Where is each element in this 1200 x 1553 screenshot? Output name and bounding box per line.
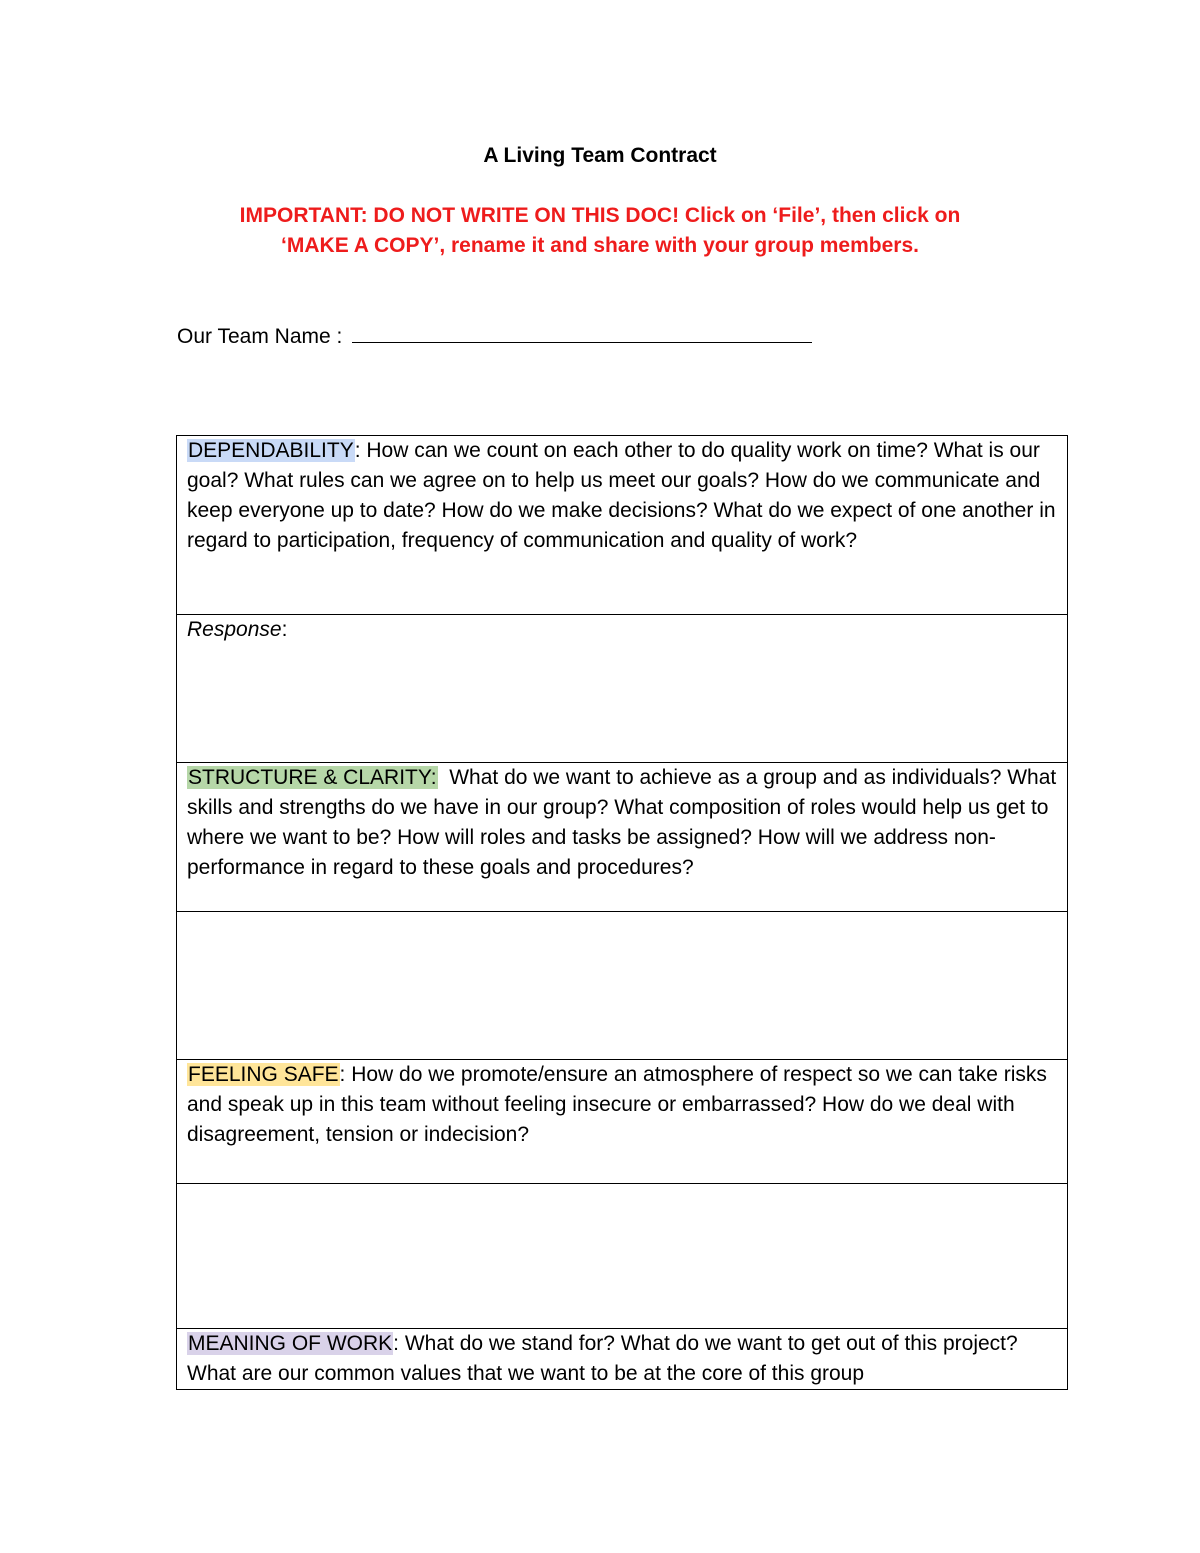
feeling-safe-prompt-cell bbox=[177, 1060, 1068, 1184]
feeling-safe-response-row bbox=[177, 1184, 1068, 1329]
copy-warning-line-2: ‘MAKE A COPY’, rename it and share with your group members. bbox=[281, 234, 919, 257]
team-name-row bbox=[177, 320, 812, 351]
meaning-of-work-question: : What do we stand for? What do we want to get out of this project? What are our common values that we want to be at the core of this group bbox=[187, 1332, 1018, 1385]
meaning-of-work-prompt-cell bbox=[177, 1329, 1068, 1390]
feeling-safe-prompt-row bbox=[177, 1060, 1068, 1184]
team-name-blank-line[interactable] bbox=[352, 320, 812, 343]
dependability-question: : How can we count on each other to do quality work on time? What is our goal? What rules can we agree on to help us meet our goals? How do we communicate and keep everyone up to date? How do we make decisions? What do we expect of one another in regard to participation, frequency of communication and quality of work? bbox=[187, 439, 1056, 552]
dependability-prompt-row bbox=[177, 436, 1068, 615]
meaning-of-work-prompt-row bbox=[177, 1329, 1068, 1390]
structure-clarity-prompt-cell bbox=[177, 763, 1068, 912]
response-label-colon: : bbox=[281, 618, 288, 641]
dependability-response-cell[interactable] bbox=[177, 615, 1068, 763]
copy-warning bbox=[150, 201, 1050, 261]
contract-table bbox=[176, 435, 1068, 1390]
meaning-of-work-heading: MEANING OF WORK bbox=[188, 1332, 393, 1355]
feeling-safe-heading: FEELING SAFE bbox=[188, 1063, 339, 1086]
team-name-label: Our Team Name : bbox=[177, 325, 343, 348]
copy-warning-line-1: IMPORTANT: DO NOT WRITE ON THIS DOC! Click on ‘File’, then click on bbox=[239, 204, 961, 227]
structure-clarity-response-row bbox=[177, 912, 1068, 1060]
structure-clarity-response-cell[interactable] bbox=[177, 912, 1068, 1060]
structure-clarity-prompt-row bbox=[177, 763, 1068, 912]
feeling-safe-response-cell[interactable] bbox=[177, 1184, 1068, 1329]
document-title: A Living Team Contract bbox=[483, 144, 717, 167]
response-label: Response bbox=[187, 618, 282, 641]
structure-clarity-heading: STRUCTURE & CLARITY: bbox=[188, 766, 437, 789]
structure-clarity-question: What do we want to achieve as a group and as individuals? What skills and strengths do we have in our group? What composition of roles would help us get to where we want to be? How will roles and tasks be assigned? How will we address non-performance in regard to these goals and procedures? bbox=[187, 766, 1063, 879]
dependability-prompt-cell bbox=[177, 436, 1068, 615]
feeling-safe-question: : How do we promote/ensure an atmosphere of respect so we can take risks and speak up in this team without feeling insecure or embarrassed? How do we deal with disagreement, tension or indecision? bbox=[187, 1063, 1047, 1146]
dependability-heading: DEPENDABILITY bbox=[188, 439, 354, 462]
dependability-response-row bbox=[177, 615, 1068, 763]
